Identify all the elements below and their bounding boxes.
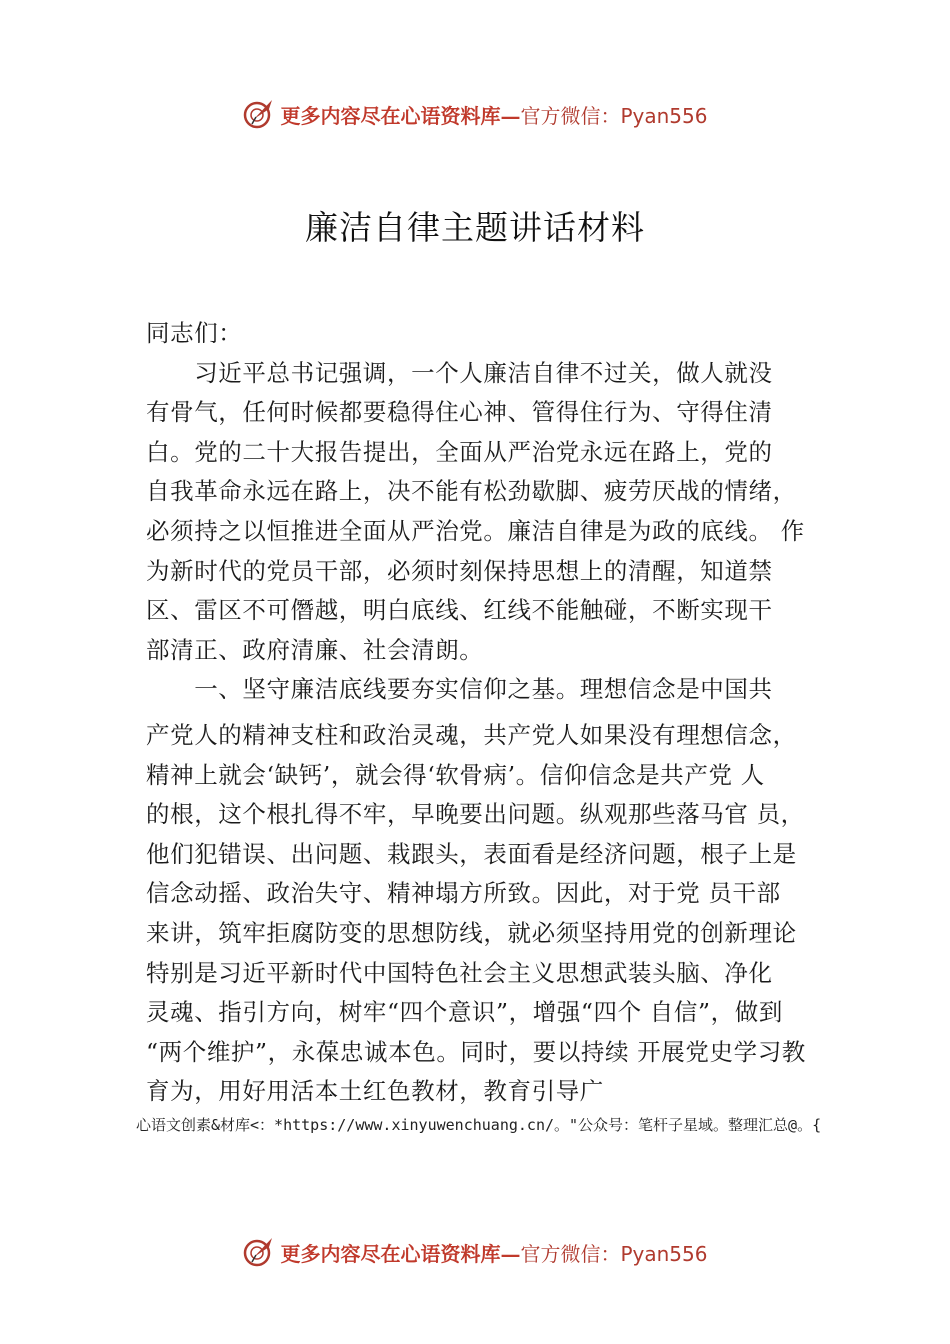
quill-logo-icon bbox=[242, 97, 276, 131]
salutation: 同志们： bbox=[146, 319, 243, 347]
paragraph-2-line: 精神上就会‘缺钙’，就会得‘软骨病’。信仰信念是共产党 人 bbox=[146, 760, 765, 789]
paragraph-1-line: 自我革命永远在路上，决不能有松劲歇脚、疲劳厌战的情绪， bbox=[146, 477, 797, 506]
paragraph-2-line: 特别是习近平新时代中国特色社会主义思想武装头脑、净化 bbox=[146, 958, 773, 987]
paragraph-1-line: 有骨气，任何时候都要稳得住心神、管得住行为、守得住清 bbox=[146, 398, 773, 427]
paragraph-2-line: 育为，用好用活本土红色教材，教育引导广 bbox=[146, 1077, 604, 1106]
paragraph-2-line: 灵魂、指引方向，树牢“四个意识”，增强“四个 自信”，做到 bbox=[146, 998, 783, 1027]
bottom-banner bbox=[0, 1232, 950, 1272]
paragraph-2-line: 来讲，筑牢拒腐防变的思想防线，就必须坚持用党的创新理论 bbox=[146, 918, 797, 947]
paragraph-2-line: 他们犯错误、出问题、栽跟头，表面看是经济问题，根子上是 bbox=[146, 839, 797, 868]
source-footnote: 心语文创素&材库<：*https://www.xinyuwenchuang.cn/。"公众号：笔杆子星域。整理汇总@。{ bbox=[136, 1116, 822, 1134]
paragraph-2-line: 产党人的精神支柱和政治灵魂，共产党人如果没有理想信念， bbox=[146, 720, 797, 749]
paragraph-2-line: 的根，这个根扎得不牢，早晚要出问题。纵观那些落马官 员， bbox=[146, 800, 805, 829]
paragraph-2-line: 一、坚守廉洁底线要夯实信仰之基。理想信念是中国共 bbox=[146, 675, 773, 704]
document-title: 廉洁自律主题讲话材料 bbox=[305, 208, 645, 247]
document-body bbox=[146, 314, 836, 1112]
paragraph-2-line: “两个维护”，永葆忠诚本色。同时，要以持续 开展党史学习教 bbox=[146, 1037, 806, 1066]
paragraph-1-line: 区、雷区不可僭越，明白底线、红线不能触碰，不断实现干 bbox=[146, 596, 773, 625]
banner-site-text: 更多内容尽在心语资料库— bbox=[280, 103, 521, 128]
paragraph-1-line: 部清正、政府清廉、社会清朗。 bbox=[146, 635, 484, 664]
paragraph-1-line: 为新时代的党员干部，必须时刻保持思想上的清醒，知道禁 bbox=[146, 556, 773, 585]
banner-site-text: 更多内容尽在心语资料库— bbox=[280, 1241, 521, 1266]
banner-wechat-text: 官方微信：Pyan556 bbox=[520, 103, 708, 128]
paragraph-1-line: 必须持之以恒推进全面从严治党。廉洁自律是为政的底线。 作 bbox=[146, 516, 805, 545]
quill-logo-icon bbox=[242, 1235, 276, 1269]
paragraph-1-line: 习近平总书记强调，一个人廉洁自律不过关，做人就没 bbox=[146, 358, 773, 387]
paragraph-1-line: 白。党的二十大报告提出，全面从严治党永远在路上，党的 bbox=[146, 437, 773, 466]
top-banner bbox=[0, 94, 950, 134]
paragraph-2-line: 信念动摇、政治失守、精神塌方所致。因此，对于党 员干部 bbox=[146, 879, 781, 908]
banner-wechat-text: 官方微信：Pyan556 bbox=[520, 1241, 708, 1266]
